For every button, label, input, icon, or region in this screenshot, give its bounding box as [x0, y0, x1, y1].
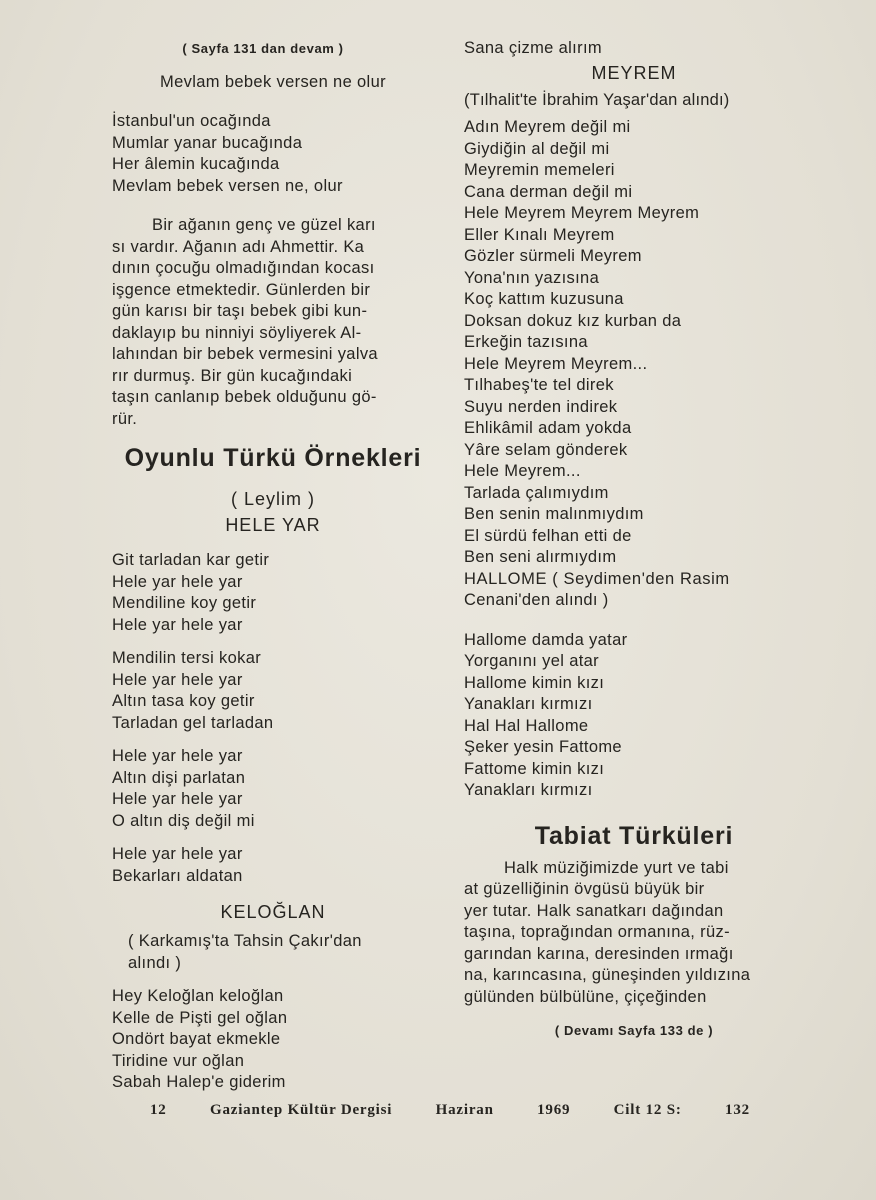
right-column — [464, 38, 804, 1042]
issue-month: Haziran — [435, 1102, 494, 1118]
leylim-label: ( Leylim ) — [230, 489, 315, 509]
paragraph-line: lahından bir bebek vermesini yalva — [112, 345, 378, 363]
meyrem-title: MEYREM — [591, 62, 677, 83]
verse-line: Mumlar yanar bucağında — [112, 133, 303, 152]
paragraph-line: garından karına, deresinden ırmağı — [464, 944, 734, 963]
verse-line: Hallome damda yatar — [464, 630, 628, 649]
verse-line: Ehlikâmil adam yokda — [464, 419, 632, 437]
paragraph-line: na, karıncasına, güneşinden yıldızına — [464, 966, 751, 984]
paragraph-line: taşın canlanıp bebek olduğunu gö- — [112, 388, 377, 406]
verse-line: Tiridine vur oğlan — [112, 1051, 245, 1070]
verse-line: Eller Kınalı Meyrem — [464, 225, 615, 244]
verse-line: Hele yar hele yar — [112, 747, 243, 765]
paragraph-line: dının çocuğu olmadığından kocası — [112, 259, 375, 277]
paragraph-line: Halk müziğimizde yurt ve tabi — [504, 858, 729, 877]
verse-line: O altın diş değil mi — [112, 811, 255, 830]
verse-line: Koç kattım kuzusuna — [464, 290, 624, 308]
verse-line: Şeker yesin Fattome — [464, 738, 622, 756]
verse-line: Her âlemin kucağında — [112, 155, 280, 173]
paragraph-line: at güzelliğinin övgüsü büyük bir — [464, 880, 705, 898]
tabiat-paragraph — [464, 858, 804, 1009]
page-footer — [150, 1102, 750, 1119]
source-line: alındı ) — [128, 953, 182, 972]
paragraph-line: rür. — [112, 409, 138, 428]
verse-line: Yanakları kırmızı — [464, 781, 593, 799]
left-column — [112, 38, 434, 1094]
verse-line: Ben seni alırmıydım — [464, 548, 617, 566]
verse-line: Mendiline koy getir — [112, 594, 257, 612]
verse-block — [112, 111, 434, 197]
verse-line: Tarladan gel tarladan — [112, 713, 274, 732]
section-heading: Tabiat Türküleri — [534, 821, 734, 850]
source-line: Cenani'den alındı ) — [464, 591, 609, 609]
paragraph-line: taşına, toprağından ormanına, rüz- — [464, 923, 730, 941]
paragraph-line: rır durmuş. Bir gün kucağındaki — [112, 366, 353, 385]
total-page-number: 132 — [725, 1102, 750, 1118]
verse-line: Hele Meyrem Meyrem... — [464, 354, 648, 373]
paragraph-line: daklayıp bu ninniyi söyliyerek Al- — [112, 323, 362, 342]
stanza — [464, 117, 804, 569]
verse-line: Hele Meyrem Meyrem Meyrem — [464, 204, 700, 222]
verse-line: Tarlada çalımıydım — [464, 483, 609, 502]
hallome-title: HALLOME ( Seydimen'den Rasim — [464, 569, 730, 588]
verse-line: Doksan dokuz kız kurban da — [464, 311, 682, 330]
keloglan-title: KELOĞLAN — [220, 902, 326, 922]
verse-line: Altın tasa koy getir — [112, 692, 255, 710]
paragraph-line: gün karısı bir taşı bebek gibi kun- — [112, 302, 368, 320]
story-paragraph — [112, 215, 434, 430]
stanza — [112, 648, 434, 734]
stanza — [112, 746, 434, 832]
journal-name: Gaziantep Kültür Dergisi — [209, 1102, 393, 1118]
verse-line: Giydiğin al değil mi — [464, 139, 610, 158]
paragraph-line: sı vardır. Ağanın adı Ahmettir. Ka — [112, 237, 365, 256]
verse-line: Hele yar hele yar — [112, 670, 243, 689]
verse-line: Yâre selam gönderek — [464, 440, 628, 459]
verse-line: El sürdü felhan etti de — [464, 526, 632, 545]
verse-line: Gözler sürmeli Meyrem — [464, 247, 642, 265]
verse-line: Git tarladan kar getir — [112, 551, 270, 569]
section-heading: Oyunlu Türkü Örnekleri — [124, 444, 422, 472]
verse-line: Fattome kimin kızı — [464, 759, 605, 778]
source-line: ( Karkamış'ta Tahsin Çakır'dan — [128, 932, 362, 950]
hele-yar-title: HELE YAR — [225, 515, 321, 535]
verse-line: Meyremin memeleri — [464, 161, 615, 179]
verse-line: Bekarları aldatan — [112, 866, 243, 885]
issue-year: 1969 — [537, 1102, 571, 1118]
continues-note: ( Devamı Sayfa 133 de ) — [554, 1023, 714, 1038]
verse-line: İstanbul'un ocağında — [112, 112, 271, 130]
verse-line: Kelle de Pişti gel oğlan — [112, 1008, 288, 1027]
verse-line: Altın dişi parlatan — [112, 768, 246, 787]
verse-line: Hele yar hele yar — [112, 615, 243, 634]
verse-line: Tılhabeş'te tel direk — [464, 376, 614, 394]
verse-line: Yorganını yel atar — [464, 652, 600, 670]
verse-line: Erkeğin tazısına — [464, 333, 588, 351]
verse-line: Mevlam bebek versen ne olur — [160, 72, 386, 91]
verse-line: Hele yar hele yar — [112, 790, 243, 808]
verse-line: Cana derman değil mi — [464, 182, 633, 201]
verse-line: Mevlam bebek versen ne, olur — [112, 176, 343, 195]
stanza — [112, 986, 434, 1094]
stanza — [112, 550, 434, 636]
continued-note: ( Sayfa 131 dan devam ) — [182, 41, 344, 56]
verse-line: Hal Hal Hallome — [464, 716, 589, 735]
verse-line: Yanakları kırmızı — [464, 695, 593, 713]
verse-line: Mendilin tersi kokar — [112, 649, 262, 667]
verse-line: Hey Keloğlan keloğlan — [112, 987, 284, 1005]
verse-line: Sabah Halep'e giderim — [112, 1073, 286, 1091]
paragraph-line: yer tutar. Halk sanatkarı dağından — [464, 901, 724, 920]
paragraph-line: Bir ağanın genç ve güzel karı — [152, 216, 376, 234]
verse-line: Ben senin malınmıydım — [464, 505, 644, 523]
verse-line: Ondört bayat ekmekle — [112, 1030, 281, 1048]
verse-line: Hele Meyrem... — [464, 462, 581, 480]
page-number: 12 — [150, 1102, 167, 1118]
stanza — [112, 844, 434, 887]
verse-line: Hele yar hele yar — [112, 845, 243, 863]
verse-line: Adın Meyrem değil mi — [464, 118, 631, 136]
volume-label: Cilt 12 S: — [613, 1102, 682, 1118]
paragraph-line: işgence etmektedir. Günlerden bir — [112, 280, 371, 299]
verse-line: Hele yar hele yar — [112, 572, 243, 591]
verse-line: Sana çizme alırım — [464, 39, 602, 57]
source-line: (Tılhalit'te İbrahim Yaşar'dan alındı) — [464, 90, 730, 109]
verse-line: Yona'nın yazısına — [464, 268, 600, 287]
stanza — [464, 630, 804, 802]
verse-line: Hallome kimin kızı — [464, 673, 605, 692]
verse-line: Suyu nerden indirek — [464, 397, 618, 416]
paragraph-line: gülünden bülbülüne, çiçeğinden — [464, 987, 707, 1006]
